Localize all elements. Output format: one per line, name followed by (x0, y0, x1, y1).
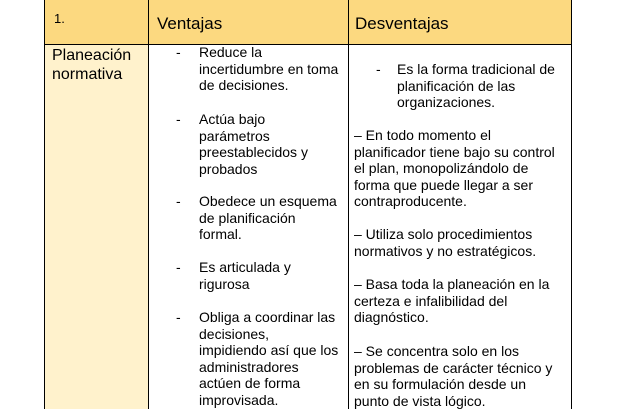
ventaja-item (199, 111, 308, 177)
item-line: de planificación (199, 209, 296, 226)
ventaja-item (199, 309, 338, 408)
paragraph-line: – Utiliza solo procedimientos (354, 226, 533, 242)
list-bullet: - (176, 111, 181, 127)
desventaja-paragraph (354, 276, 549, 326)
header-number: 1. (54, 11, 65, 26)
item-line: impidiendo así que los (199, 342, 339, 358)
ventaja-item (199, 193, 337, 243)
row-label (52, 46, 131, 84)
paragraph-line: – En todo momento el (354, 127, 491, 143)
table-border-left (44, 0, 45, 409)
column-divider-1 (148, 0, 149, 409)
item-line: Obliga a coordinar las (199, 309, 336, 325)
paragraph-line: normativos y no estratégicos. (354, 242, 537, 259)
paragraph-line: problemas de carácter técnico y (354, 359, 553, 376)
item-line: Reduce la (199, 44, 263, 60)
item-line: actúen de forma (199, 375, 301, 391)
item-line: incertidumbre en toma (199, 60, 339, 77)
header-ventajas: Ventajas (157, 14, 223, 33)
header-desventajas: Desventajas (355, 14, 449, 33)
paragraph-line: en su formulación desde un (354, 376, 526, 392)
desventaja-item (397, 61, 555, 111)
list-bullet: - (176, 44, 181, 60)
item-line: Es la forma tradicional de (397, 61, 555, 77)
item-line: planificación de las (397, 77, 516, 94)
list-bullet: - (376, 61, 381, 77)
item-line: decisiones, (199, 325, 270, 342)
item-line: administradores (199, 358, 299, 375)
list-bullet: - (176, 309, 181, 325)
paragraph-line: forma que puede llegar a ser (354, 176, 533, 193)
paragraph-line: certeza e infalibilidad del (354, 292, 508, 309)
paragraph-line: el plan, monopolizándolo de (354, 160, 529, 176)
desventaja-paragraph (354, 343, 552, 409)
item-line: Es articulada y (199, 259, 291, 275)
item-line: Actúa bajo (199, 111, 266, 127)
row-label-line: Planeación (52, 47, 132, 64)
paragraph-line: planificador tiene bajo su control (354, 143, 555, 160)
paragraph-line: – Se concentra solo en los (354, 343, 519, 359)
paragraph-line: diagnóstico. (354, 309, 429, 325)
row-label-cell (45, 45, 148, 409)
item-line: probados (199, 160, 258, 177)
desventaja-paragraph (354, 226, 536, 259)
desventaja-paragraph (354, 127, 555, 210)
item-line: improvisada. (199, 391, 279, 408)
ventaja-item (199, 259, 291, 292)
comparison-table (44, 0, 572, 409)
paragraph-line: – Basa toda la planeación en la (354, 276, 550, 292)
item-line: Obedece un esquema (199, 193, 337, 209)
item-line: rigurosa (199, 275, 250, 292)
ventaja-item (199, 44, 338, 94)
row-label-line: normativa (52, 66, 123, 83)
item-line: parámetros (199, 127, 270, 144)
item-line: organizaciones. (397, 94, 496, 110)
paragraph-line: punto de vista lógico. (354, 392, 486, 409)
item-line: de decisiones. (199, 77, 289, 93)
list-bullet: - (176, 259, 181, 275)
paragraph-line: contraproducente. (354, 193, 467, 209)
column-divider-2 (348, 0, 349, 409)
list-bullet: - (176, 193, 181, 209)
header-row (45, 0, 572, 44)
item-line: formal. (199, 226, 242, 242)
table-border-right (571, 0, 572, 409)
item-line: preestablecidos y (199, 144, 308, 160)
